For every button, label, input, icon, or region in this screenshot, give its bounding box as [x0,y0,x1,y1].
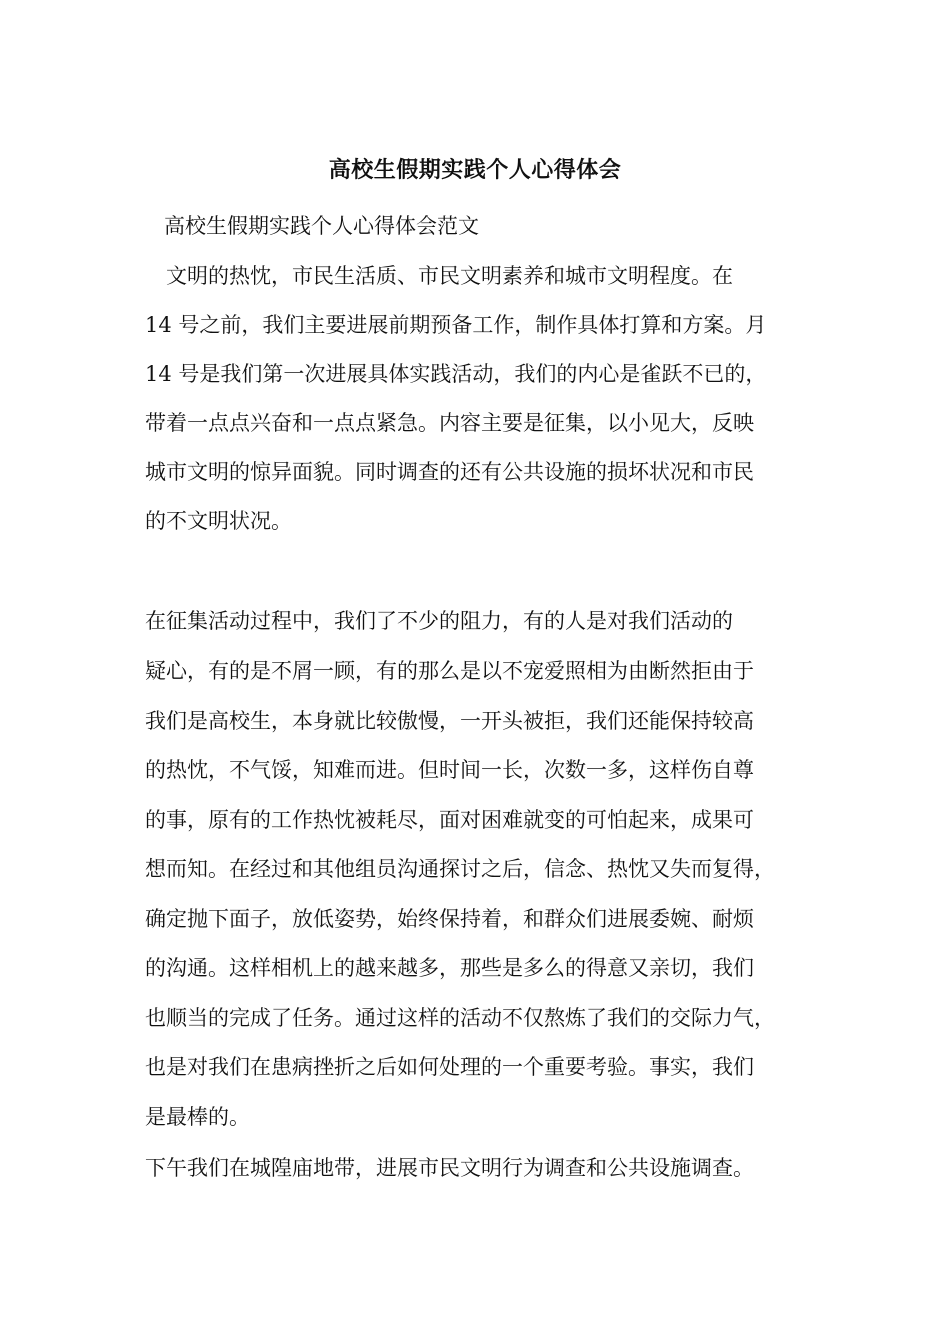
paragraph-2-line: 的热忱，不气馁，知难而进。但时间一长，次数一多，这样伤自尊 [145,758,754,782]
paragraph-2-line: 疑心，有的是不屑一顾，有的那么是以不宠爱照相为由断然拒由于 [145,659,754,683]
document-title: 高校生假期实践个人心得体会 [328,157,622,183]
paragraph-2-line: 也顺当的完成了任务。通过这样的活动不仅熬炼了我们的交际力气， [145,1006,775,1030]
paragraph-3-line: 下午我们在城隍庙地带，进展市民文明行为调查和公共设施调查。 [145,1156,754,1180]
paragraph-2-line: 的事，原有的工作热忱被耗尽，面对困难就变的可怕起来，成果可 [145,808,754,832]
paragraph-2-line: 也是对我们在患病挫折之后如何处理的一个重要考验。事实，我们 [145,1055,754,1079]
paragraph-1-line: 14 号是我们第一次进展具体实践活动，我们的内心是雀跃不已的， [145,362,767,386]
document-subtitle: 高校生假期实践个人心得体会范文 [164,214,479,238]
paragraph-2-line: 想而知。在经过和其他组员沟通探讨之后，信念、热忱又失而复得， [145,857,775,881]
paragraph-1-line: 14 号之前，我们主要进展前期预备工作，制作具体打算和方案。月 [145,313,767,337]
paragraph-1-line: 带着一点点兴奋和一点点紧急。内容主要是征集，以小见大，反映 [145,411,754,435]
paragraph-2-line: 我们是高校生，本身就比较傲慢，一开头被拒，我们还能保持较高 [145,709,754,733]
paragraph-1-line: 的不文明状况。 [145,509,292,533]
paragraph-2-line: 确定抛下面子，放低姿势，始终保持着，和群众们进展委婉、耐烦 [145,907,754,931]
paragraph-2-line: 在征集活动过程中，我们了不少的阻力，有的人是对我们活动的 [145,609,733,633]
paragraph-1-line: 文明的热忱，市民生活质、市民文明素养和城市文明程度。在 [145,264,733,288]
paragraph-1-line: 城市文明的惊异面貌。同时调查的还有公共设施的损坏状况和市民 [145,460,754,484]
paragraph-2-line: 的沟通。这样相机上的越来越多，那些是多么的得意又亲切，我们 [145,956,754,980]
paragraph-2-line: 是最棒的。 [145,1105,250,1129]
